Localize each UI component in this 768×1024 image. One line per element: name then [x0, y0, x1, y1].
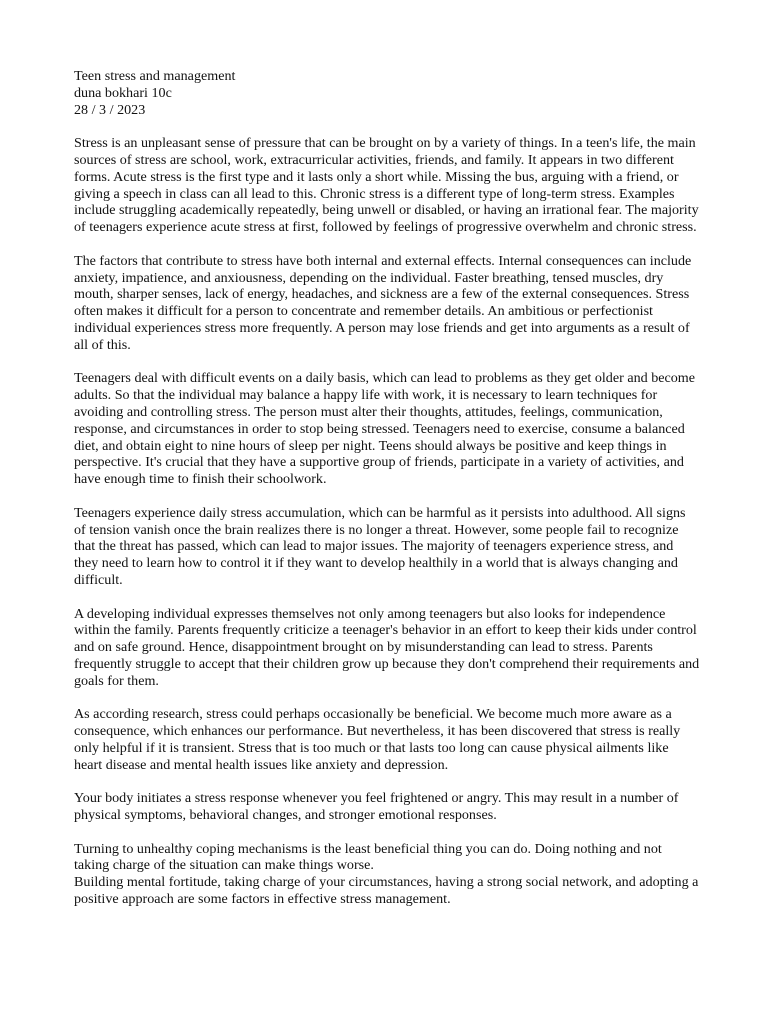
paragraph-5: A developing individual expresses themselves not only among teenagers but also looks for independence within the family. Parents frequently criticize a teenager's behavior in an effort to keep their kids under control and on safe ground. Hence, disappointment brought on by misunderstanding can lead to stress. Parents frequently struggle to accept that their children grow up because they don't comprehend their requirements and goals for them.	[74, 605, 700, 689]
paragraph-9: Building mental fortitude, taking charge of your circumstances, having a strong social network, and adopting a positive approach are some factors in effective stress management.	[74, 874, 699, 908]
paragraph-6: As according research, stress could perhaps occasionally be beneficial. We become much more aware as a consequence, which enhances our performance. But nevertheless, it has been discovered that stress is really only helpful if it is transient. Stress that is too much or that lasts too long can cause physical ailments like heart disease and mental health issues like anxiety and depression.	[74, 706, 681, 773]
paragraph-7: Your body initiates a stress response whenever you feel frightened or angry. This may result in a number of physical symptoms, behavioral changes, and stronger emotional responses.	[74, 790, 679, 824]
paragraph-8: Turning to unhealthy coping mechanisms is the least beneficial thing you can do. Doing nothing and not taking charge of the situation can make things worse.	[74, 840, 662, 874]
paragraph-4: Teenagers experience daily stress accumulation, which can be harmful as it persists into adulthood. All signs of tension vanish once the brain realizes there is no longer a threat. However, some people fail to recognize that the threat has passed, which can lead to major issues. The majority of teenagers experience stress, and they need to learn how to control it if they want to develop healthily in a world that is always changing and difficult.	[74, 504, 686, 588]
document-page	[74, 68, 700, 908]
document-date: 28 / 3 / 2023	[74, 101, 146, 118]
document-author: duna bokhari 10c	[74, 84, 172, 101]
paragraph-3: Teenagers deal with difficult events on a daily basis, which can lead to problems as they get older and become adults. So that the individual may balance a happy life with work, it is necessary to learn techniques for avoiding and controlling stress. The person must alter their thoughts, attitudes, feelings, communication, response, and circumstances in order to stop being stressed. Teenagers need to exercise, consume a balanced diet, and obtain eight to nine hours of sleep per night. Teens should always be positive and keep things in perspective. It's crucial that they have a supportive group of friends, participate in a variety of activities, and have enough time to finish their schoolwork.	[74, 370, 696, 488]
paragraph-2: The factors that contribute to stress have both internal and external effects. Internal consequences can include anxiety, impatience, and anxiousness, depending on the individual. Faster breathing, tensed muscles, dry mouth, sharper senses, lack of energy, headaches, and sickness are a few of the external consequences. Stress often makes it difficult for a person to concentrate and remember details. An ambitious or perfectionist individual experiences stress more frequently. A person may lose friends and get into arguments as a result of all of this.	[74, 252, 692, 353]
document-title: Teen stress and management	[74, 68, 236, 84]
paragraph-1: Stress is an unpleasant sense of pressure that can be brought on by a variety of things. In a teen's life, the main sources of stress are school, work, extracurricular activities, friends, and family. It appears in two different forms. Acute stress is the first type and it lasts only a short while. Missing the bus, arguing with a friend, or giving a speech in class can all lead to this. Chronic stress is a different type of long-term stress. Examples include struggling academically repeatedly, being unwell or disabled, or having an irrational fear. The majority of teenagers experience acute stress at first, followed by feelings of progressive overwhelm and chronic stress.	[74, 135, 699, 236]
